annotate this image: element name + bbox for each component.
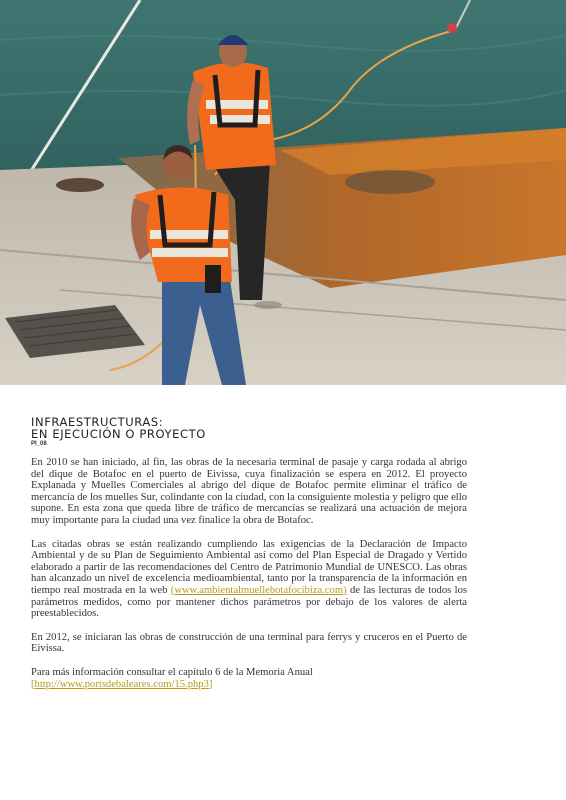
ambiental-web-link[interactable]: (www.ambientalmuellebotafocibiza.com): [170, 584, 347, 596]
paragraph-2-tail: de las lecturas de todos los parámetros medidos, como por mantener dichos parámetros por debajo de los valores de alerta preestablecidos.: [31, 584, 467, 620]
paragraph-4: [31, 667, 467, 690]
heading-line-2: EN EJECUCIÓN O PROYECTO: [31, 427, 206, 441]
section-heading: [31, 416, 467, 440]
paragraph-2: [31, 539, 467, 620]
header-photo: [0, 0, 566, 385]
section-code: PI_08: [31, 441, 47, 447]
article: [31, 416, 467, 690]
paragraph-1: En 2010 se han iniciado, al fin, las obras de la necesaria terminal de pasaje y carga rodada al abrigo del dique de Botafoc en el puerto de Eivissa, cuya finalización se espera en 2012. El proyecto Explanada y Muelles Comerciales al abrigo del dique de Botafoc permite eliminar el tráfico de mercancía de los muelles Sur, colindante con la ciudad, con la consiguiente molestia y peligro que ello supone. En esta zona que queda libre de tráfico de mercancías se realizará una actuación de mejora muy importante para la ciudad una vez finalice la obra de Botafoc.: [31, 457, 467, 526]
ports-web-link[interactable]: [http://www.portsdebaleares.com/15.php3]: [31, 678, 213, 690]
paragraph-2-text: Las citadas obras se están realizando cumpliendo las exigencias de la Declaración de Impacto Ambiental y de su Plan de Seguimiento Ambiental así como del Plan Especial de Dragado y Vertido elaborado a partir de las recomendaciones del Centro de Patrimonio Mundial de UNESCO. Las obras han alcanzado un nivel de excelencia medioambiental, tanto por la transparencia de la información en tiempo real mostrada en la web: [31, 538, 467, 596]
paragraph-3: En 2012, se iniciaran las obras de construcción de una terminal para ferrys y cruceros en el Puerto de Eivissa.: [31, 631, 467, 655]
heading-line-1: INFRAESTRUCTURAS:: [31, 415, 164, 429]
paragraph-4-text: Para más información consultar el capítulo 6 de la Memoria Anual: [31, 666, 313, 678]
